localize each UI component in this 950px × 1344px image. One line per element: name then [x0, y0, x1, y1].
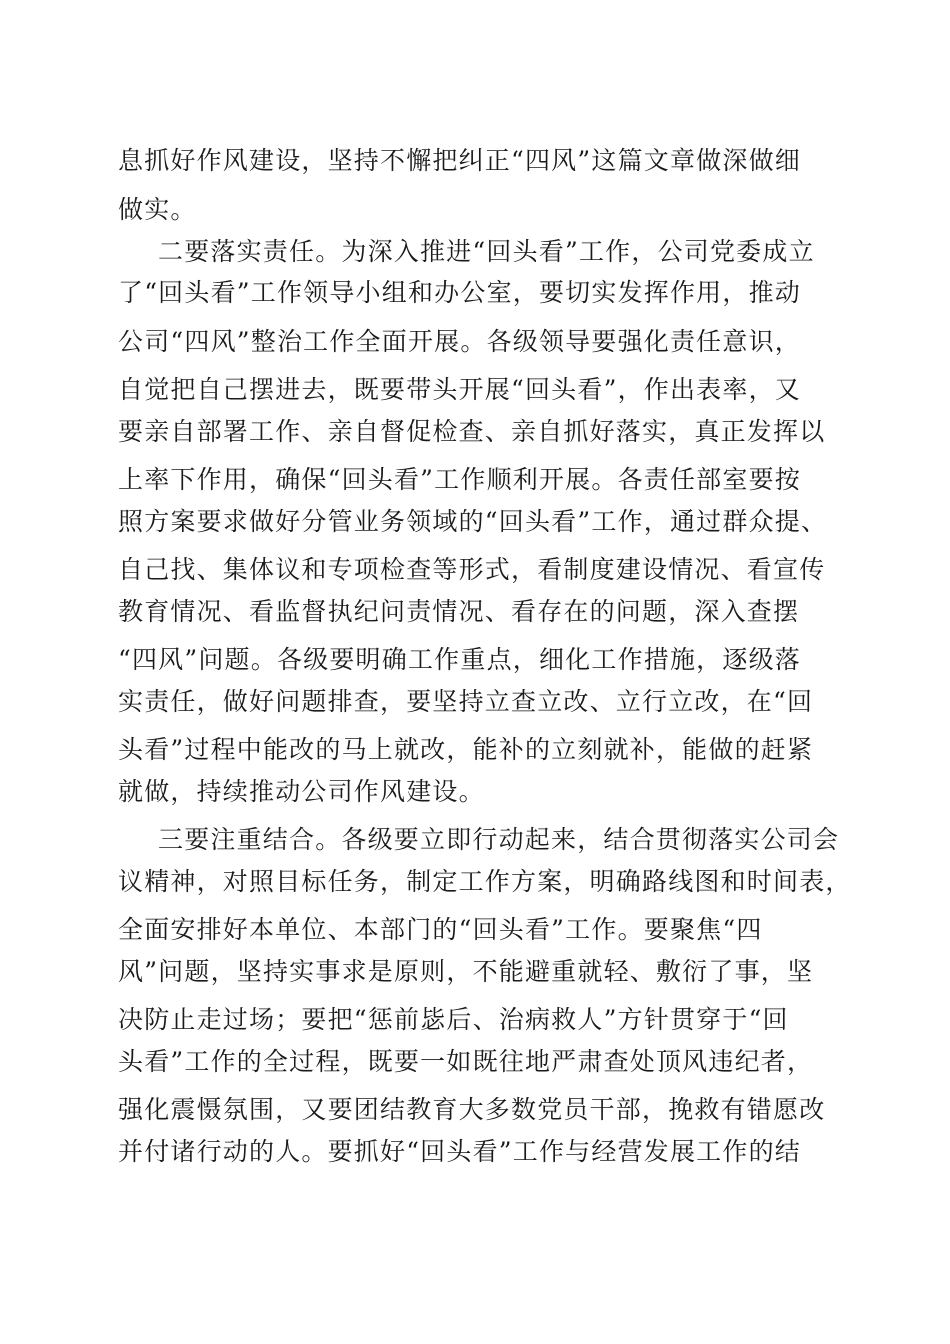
text-line: 自觉把自己摆进去，既要带头开展“回头看”，作出表率，又: [118, 375, 801, 404]
text-line: 实责任，做好问题排查，要坚持立查立改、立行立改，在“回: [118, 687, 814, 716]
text-line: 头看”过程中能改的马上就改，能补的立刻就补，能做的赶紧: [118, 735, 814, 764]
text-line: 强化震慑氛围，又要团结教育大多数党员干部，挽救有错愿改: [118, 1095, 826, 1124]
text-line: 公司“四风”整治工作全面开展。各级领导要强化责任意识，: [118, 327, 801, 356]
text-line: 头看”工作的全过程，既要一如既往地严肃查处顶风违纪者，: [118, 1047, 814, 1076]
text-line: 议精神，对照目标任务，制定工作方案，明确路线图和时间表，: [118, 867, 852, 896]
text-line: 要亲自部署工作、亲自督促检查、亲自抓好落实，真正发挥以: [118, 417, 826, 446]
text-line: 照方案要求做好分管业务领域的“回头看”工作，通过群众提、: [118, 507, 828, 536]
text-line: 决防止走过场；要把“惩前毖后、治病救人”方针贯穿于“回: [118, 1005, 789, 1034]
text-line: 自己找、集体议和专项检查等形式，看制度建设情况、看宣传: [118, 555, 826, 584]
text-line: 就做，持续推动公司作风建设。: [118, 777, 485, 806]
text-line: 全面安排好本单位、本部门的“回头看”工作。要聚焦“四: [118, 915, 763, 944]
text-line: 做实。: [118, 195, 197, 224]
text-line: 了“回头看”工作领导小组和办公室，要切实发挥作用，推动: [118, 278, 801, 307]
paragraph-start-line: 二要落实责任。为深入推进“回头看”工作，公司党委成立: [158, 237, 815, 266]
text-line: 并付诸行动的人。要抓好“回头看”工作与经营发展工作的结: [118, 1137, 801, 1166]
text-line: 息抓好作风建设，坚持不懈把纠正“四风”这篇文章做深做细: [118, 146, 801, 175]
text-line: 上率下作用，确保“回头看”工作顺利开展。各责任部室要按: [118, 465, 801, 494]
text-line: “四风”问题。各级要明确工作重点，细化工作措施，逐级落: [118, 645, 801, 674]
paragraph-start-line: 三要注重结合。各级要立即行动起来，结合贯彻落实公司会: [158, 825, 840, 854]
text-line: 教育情况、看监督执纪问责情况、看存在的问题，深入查摆: [118, 597, 800, 626]
text-line: 风”问题，坚持实事求是原则，不能避重就轻、敷衍了事，坚: [118, 957, 814, 986]
